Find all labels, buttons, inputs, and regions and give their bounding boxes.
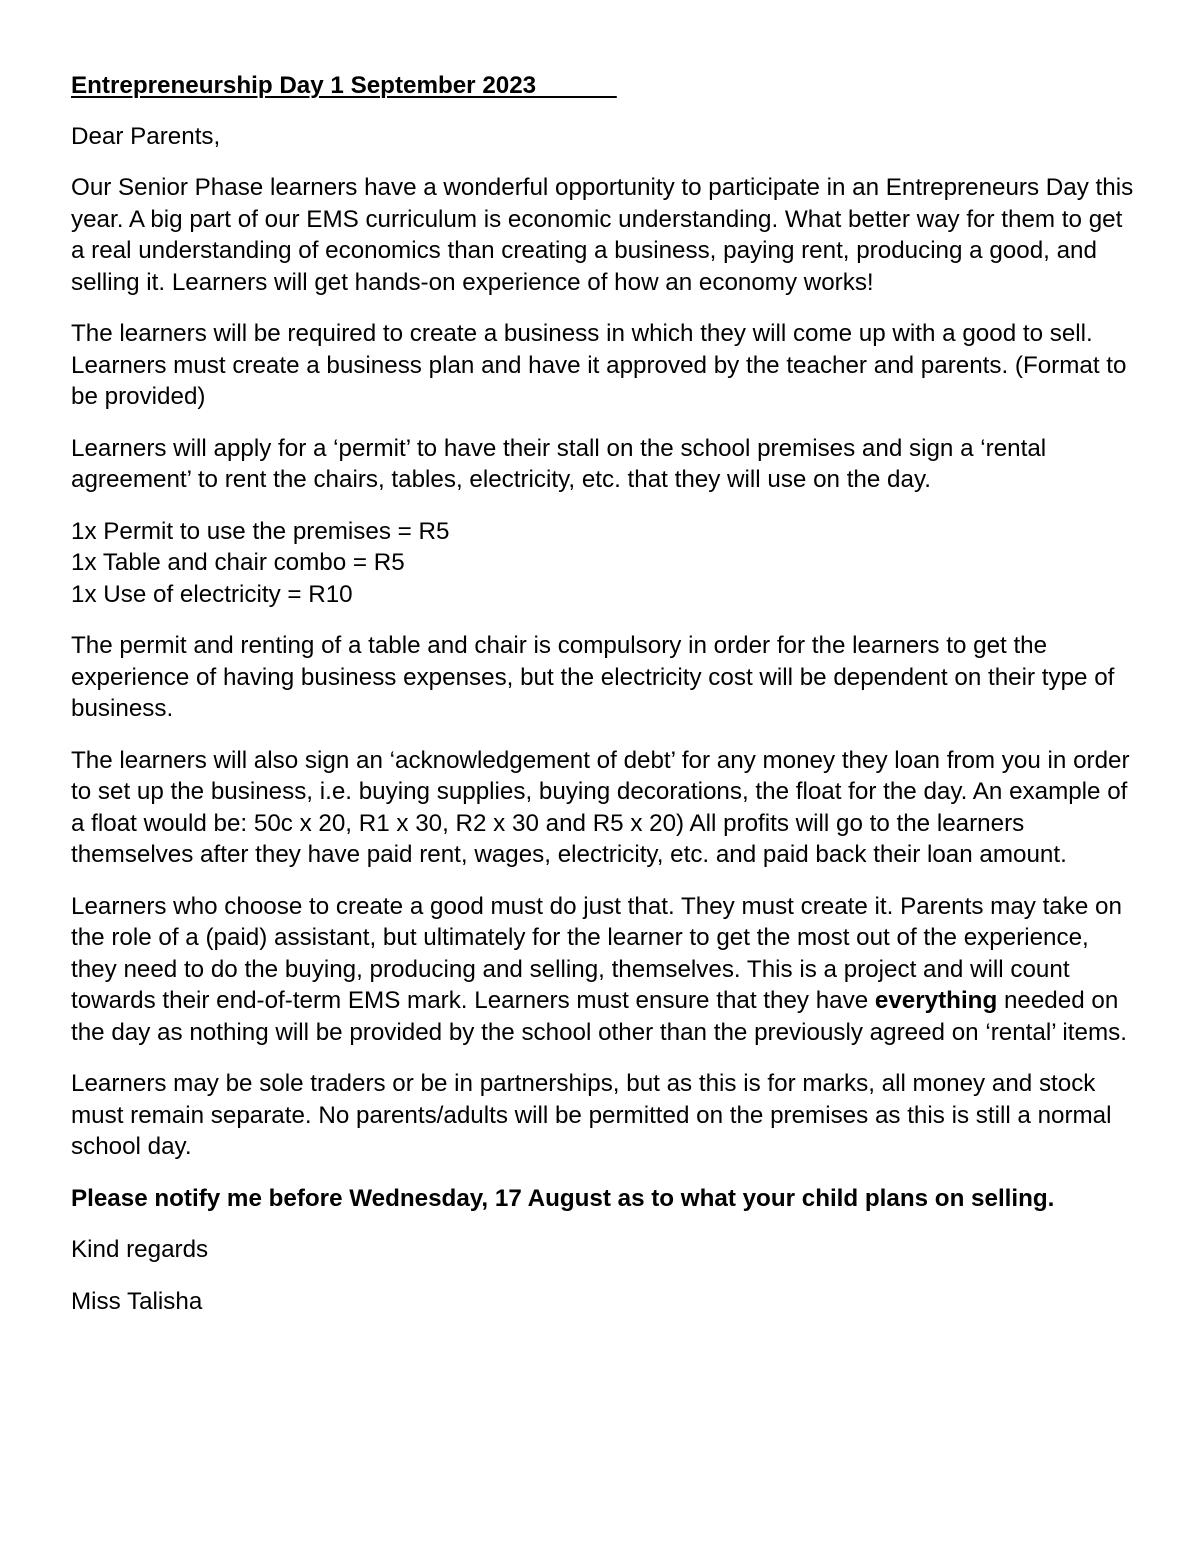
paragraph-permit: Learners will apply for a ‘permit’ to have their stall on the school premises and sign a ‘rental agreement’ to rent the chairs, tables, electricity, etc. that they will use on the day. [71, 434, 1047, 493]
paragraph-business-plan: The learners will be required to create a business in which they will come up with a good to sell. Learners must create a business plan and have it approved by the teacher and parents. (Format to be provided) [71, 320, 1127, 410]
paragraph-intro: Our Senior Phase learners have a wonderful opportunity to participate in an Entrepreneurs Day this year. A big part of our EMS curriculum is economic understanding. What better way for them to get a real understanding of economics than creating a business, paying rent, producing a good, and selling it. Learners will get hands-on experience of how an economy works! [71, 174, 1134, 296]
paragraph-compulsory: The permit and renting of a table and chair is compulsory in order for the learners to get the experience of having business expenses, but the electricity cost will be dependent on their type of business. [71, 632, 1115, 722]
cost-list [71, 516, 1141, 611]
paragraph-create-good-text: Learners who choose to create a good must do just that. They must create it. Parents may take on the role of a (paid) assistant, but ultimately for the learner to get the most out of the experience, they need to do the buying, producing and selling, themselves. This is a project and will count towards their end-of-term EMS mark. Learners must ensure that they have [71, 892, 1122, 1014]
notice: Please notify me before Wednesday, 17 August as to what your child plans on selling. [71, 1184, 1055, 1212]
cost-item-permit: 1x Permit to use the premises = R5 [71, 517, 450, 545]
signature: Miss Talisha [71, 1287, 203, 1315]
salutation: Dear Parents, [71, 122, 221, 150]
cost-item-table-chair: 1x Table and chair combo = R5 [71, 549, 405, 576]
paragraph-debt: The learners will also sign an ‘acknowledgement of debt’ for any money they loan from you in order to set up the business, i.e. buying supplies, buying decorations, the float for the day. An example of a float would be: 50c x 20, R1 x 30, R2 x 30 and R5 x 20) All profits will go to the learners themselves after they have paid rent, wages, electricity, etc. and paid back their loan amount. [71, 746, 1130, 868]
emphasis-everything: everything [874, 987, 998, 1014]
letter-title: Entrepreneurship Day 1 September 2023 [71, 72, 617, 99]
paragraph-create-good [71, 891, 1141, 1049]
closing: Kind regards [71, 1236, 209, 1263]
paragraph-create-good-end: needed on the day as nothing will be provided by the school other than the previously agreed on ‘rental’ items. [71, 987, 1127, 1046]
letter-page [71, 70, 1141, 1337]
cost-item-electricity: 1x Use of electricity = R10 [71, 580, 353, 608]
paragraph-partnerships: Learners may be sole traders or be in partnerships, but as this is for marks, all money and stock must remain separate. No parents/adults will be permitted on the premises as this is still a normal school day. [71, 1070, 1112, 1160]
